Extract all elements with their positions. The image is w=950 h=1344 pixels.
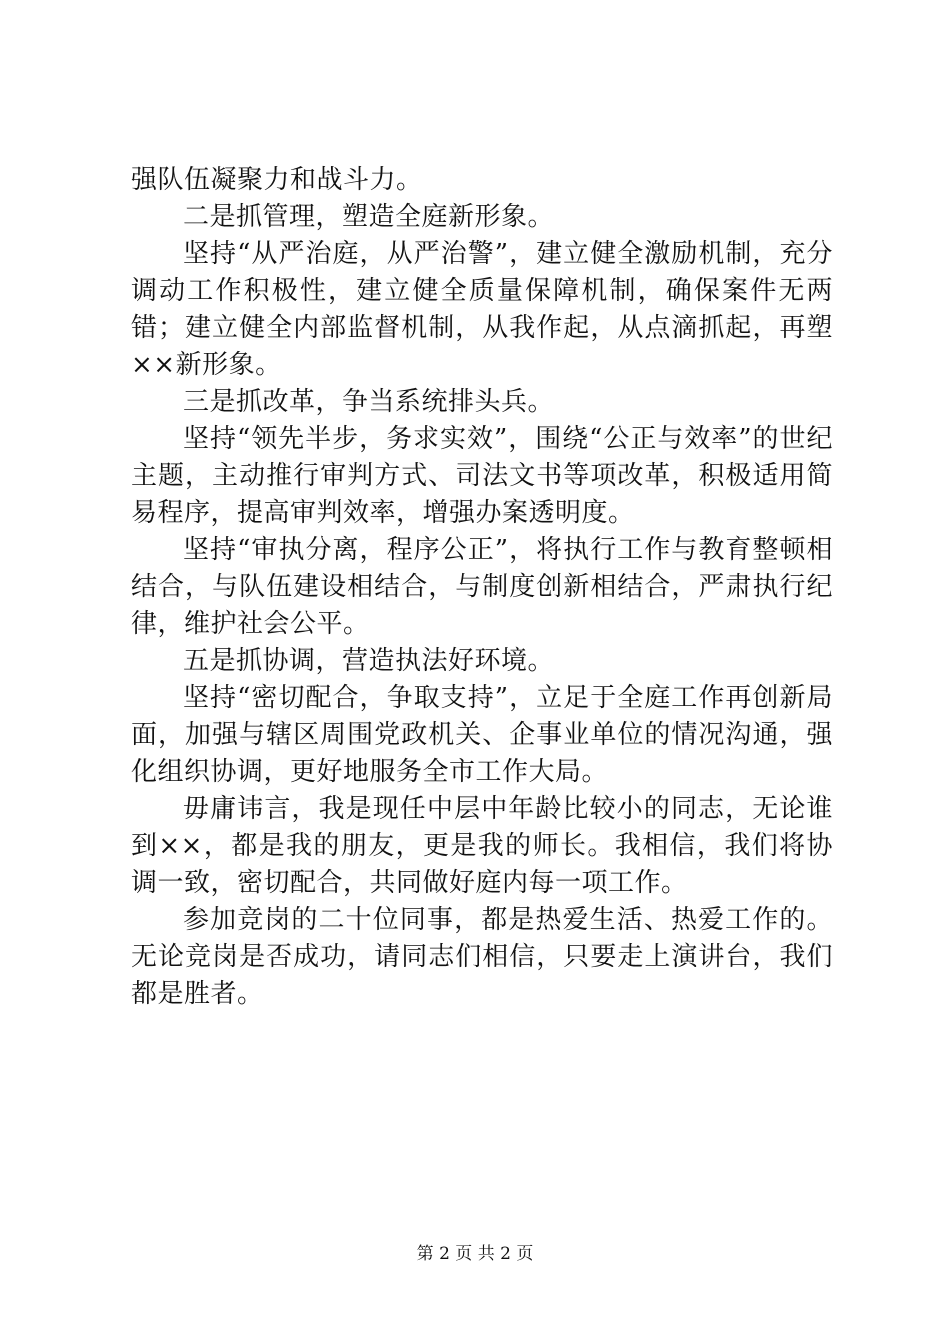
paragraph: 坚持“审执分离，程序公正”，将执行工作与教育整顿相结合，与队伍建设相结合，与制度创新相结合，严肃执行纪律，维护社会公平。 xyxy=(131,535,833,639)
paragraph: 强队伍凝聚力和战斗力。 xyxy=(131,165,423,195)
page-number-label: 第 2 页 共 2 页 xyxy=(416,1244,534,1264)
paragraph: 坚持“密切配合，争取支持”，立足于全庭工作再创新局面，加强与辖区周围党政机关、企事业单位的情况沟通，强化组织协调，更好地服务全市工作大局。 xyxy=(131,683,833,787)
paragraph: 五是抓协调，营造执法好环境。 xyxy=(183,646,555,676)
paragraph: 二是抓管理，塑造全庭新形象。 xyxy=(183,202,555,232)
paragraph: 坚持“领先半步，务求实效”，围绕“公正与效率”的世纪主题，主动推行审判方式、司法文书等项改革，积极适用简易程序，提高审判效率，增强办案透明度。 xyxy=(131,424,833,528)
paragraph: 毋庸讳言，我是现任中层中年龄比较小的同志，无论谁到××，都是我的朋友，更是我的师长。我相信，我们将协调一致，密切配合，共同做好庭内每一项工作。 xyxy=(131,794,833,898)
page-footer xyxy=(0,1243,950,1265)
paragraph: 参加竞岗的二十位同事，都是热爱生活、热爱工作的。无论竞岗是否成功，请同志们相信，只要走上演讲台，我们都是胜者。 xyxy=(131,905,833,1009)
document-body xyxy=(131,162,833,1013)
paragraph: 坚持“从严治庭，从严治警”，建立健全激励机制，充分调动工作积极性，建立健全质量保障机制，确保案件无两错；建立健全内部监督机制，从我作起，从点滴抓起，再塑××新形象。 xyxy=(131,239,833,380)
paragraph: 三是抓改革，争当系统排头兵。 xyxy=(183,387,555,417)
